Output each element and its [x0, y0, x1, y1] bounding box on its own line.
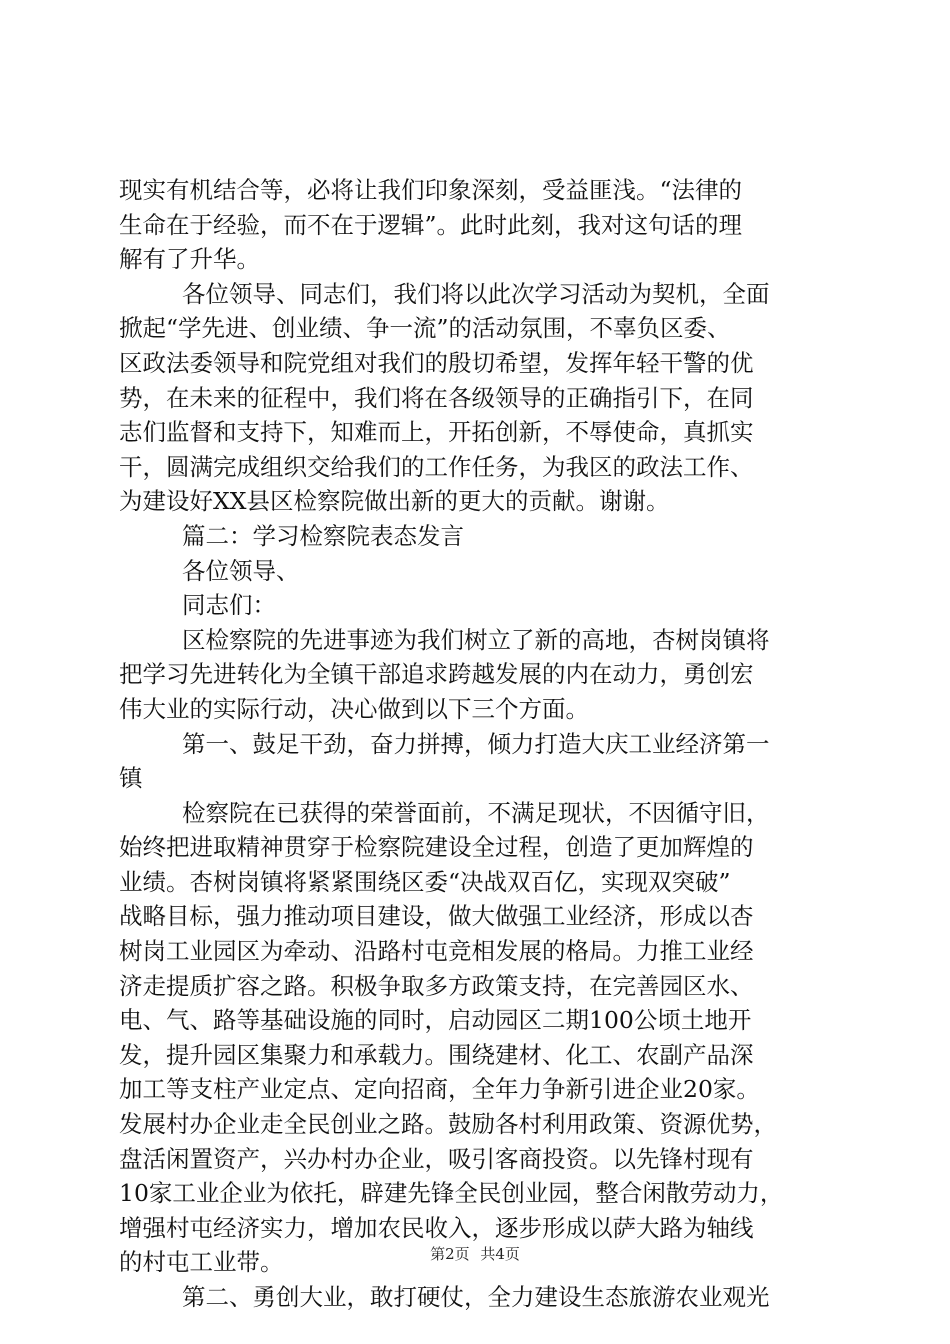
text-line: 现实有机结合等，必将让我们印象深刻，受益匪浅。“法律的 [119, 176, 743, 204]
document-body [119, 173, 834, 1315]
text-line: 同志们： [182, 591, 276, 620]
text-line: 镇 [119, 764, 143, 793]
text-line: 区政法委领导和院党组对我们的殷切希望，发挥年轻干警的优 [119, 348, 754, 377]
page-number: 第2页 [430, 1245, 470, 1263]
text-line: 势，在未来的征程中，我们将在各级领导的正确指引下，在同 [119, 383, 754, 412]
text-line: 把学习先进转化为全镇干部追求跨越发展的内在动力，勇创宏 [119, 660, 754, 689]
text-line: 各位领导、 [182, 556, 300, 585]
text-line: 10家工业企业为依托，辟建先锋全民创业园，整合闲散劳动力， [119, 1179, 784, 1208]
text-line: 伟大业的实际行动，决心做到以下三个方面。 [119, 694, 589, 723]
page-total: 共4页 [480, 1245, 520, 1263]
text-line: 篇二：学习检察院表态发言 [182, 521, 464, 550]
text-line: 树岗工业园区为牵动、沿路村屯竞相发展的格局。力推工业经 [119, 937, 754, 966]
text-line: 济走提质扩容之路。积极争取多方政策支持，在完善园区水、 [119, 971, 754, 1000]
text-line: 志们监督和支持下，知难而上，开拓创新，不辱使命，真抓实 [119, 418, 754, 447]
text-line: 的村屯工业带。 [119, 1248, 284, 1277]
text-line: 始终把进取精神贯穿于检察院建设全过程，创造了更加辉煌的 [119, 833, 754, 862]
text-line: 检察院在已获得的荣誉面前，不满足现状，不因循守旧， [182, 798, 770, 827]
text-line: 为建设好XX县区检察院做出新的更大的贡献。谢谢。 [119, 487, 670, 516]
text-line: 第一、鼓足干劲，奋力拼搏，倾力打造大庆工业经济第一 [182, 729, 770, 758]
text-line: 加工等支柱产业定点、定向招商，全年力争新引进企业20家。 [119, 1075, 760, 1104]
text-line: 生命在于经验，而不在于逻辑”。此时此刻，我对这句话的理 [119, 210, 743, 239]
text-line: 业绩。杏树岗镇将紧紧围绕区委“决战双百亿，实现双突破” [119, 867, 731, 896]
text-line: 盘活闲置资产，兴办村办企业，吸引客商投资。以先锋村现有 [119, 1144, 754, 1173]
page-footer [0, 1244, 950, 1264]
text-line: 解有了升华。 [119, 245, 260, 274]
text-line: 各位领导、同志们，我们将以此次学习活动为契机，全面 [182, 279, 770, 308]
text-line: 第二、勇创大业，敢打硬仗，全力建设生态旅游农业观光 [182, 1283, 770, 1311]
text-line: 区检察院的先进事迹为我们树立了新的高地，杏树岗镇将 [182, 625, 770, 654]
text-line: 战略目标，强力推动项目建设，做大做强工业经济，形成以杏 [119, 902, 754, 931]
text-line: 增强村屯经济实力，增加农民收入，逐步形成以萨大路为轴线 [119, 1213, 754, 1242]
text-line: 发展村办企业走全民创业之路。鼓励各村利用政策、资源优势， [119, 1110, 777, 1139]
text-line: 干，圆满完成组织交给我们的工作任务，为我区的政法工作、 [119, 452, 754, 481]
text-line: 掀起“学先进、创业绩、争一流”的活动氛围，不辜负区委、 [119, 314, 731, 343]
text-line: 电、气、路等基础设施的同时，启动园区二期100公顷土地开 [119, 1006, 752, 1035]
text-line: 发，提升园区集聚力和承载力。围绕建材、化工、农副产品深 [119, 1040, 754, 1069]
